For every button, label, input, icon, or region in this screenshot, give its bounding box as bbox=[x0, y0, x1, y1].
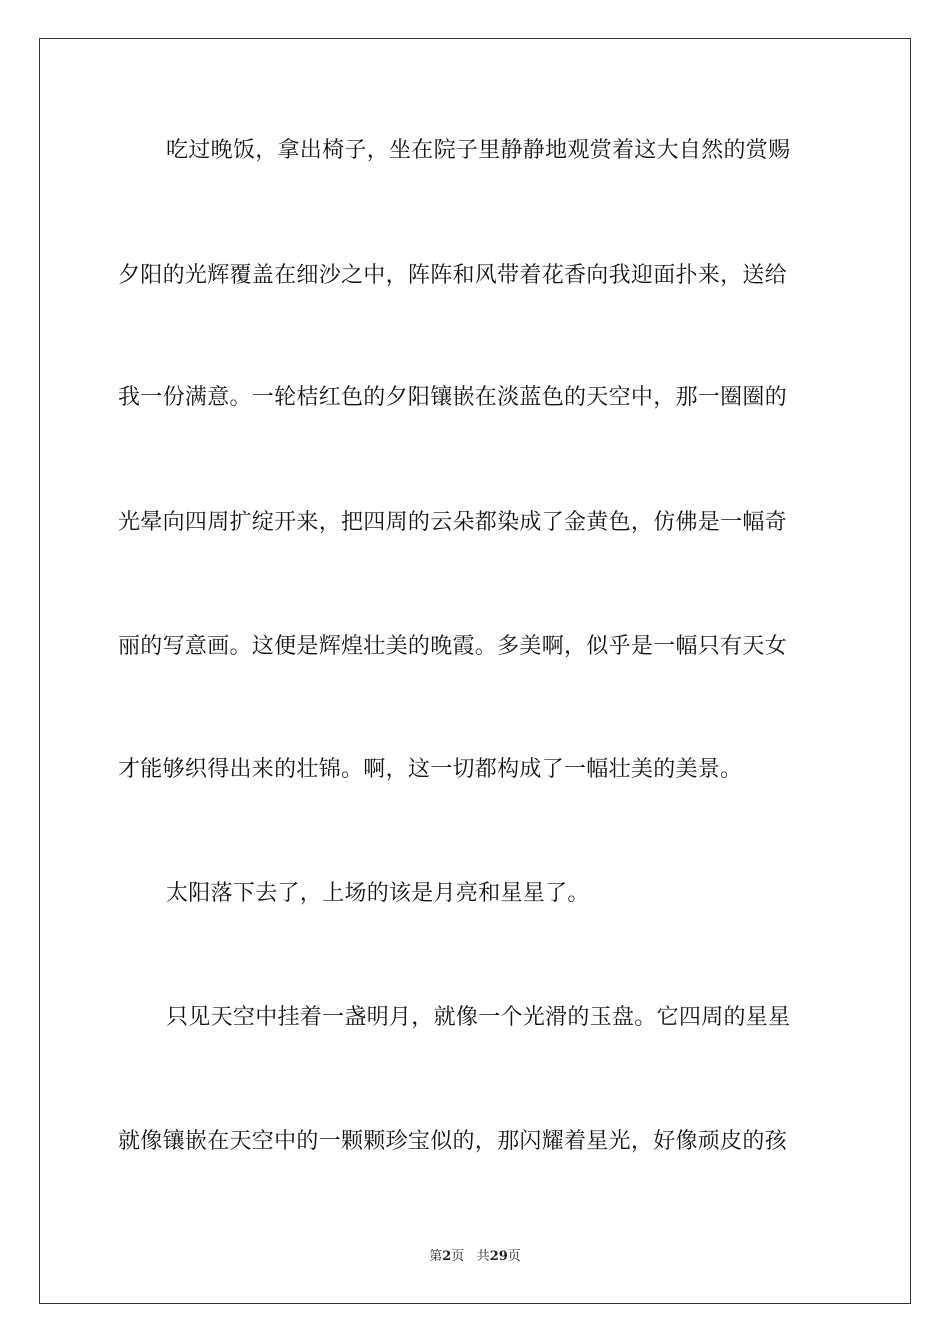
page-footer bbox=[0, 1248, 950, 1266]
paragraph-line-4: 光晕向四周扩绽开来，把四周的云朵都染成了金黄色，仿佛是一幅奇 bbox=[118, 510, 788, 535]
paragraph-line-6: 才能够织得出来的壮锦。啊，这一切都构成了一幅壮美的美景。 bbox=[118, 757, 743, 782]
paragraph-line-8: 只见天空中挂着一盏明月，就像一个光滑的玉盘。它四周的星星 bbox=[166, 1005, 791, 1030]
paragraph-line-3: 我一份满意。一轮桔红色的夕阳镶嵌在淡蓝色的天空中，那一圈圈的 bbox=[118, 385, 788, 410]
footer-total-prefix: 共 bbox=[476, 1249, 490, 1264]
footer-total-suffix: 页 bbox=[507, 1249, 521, 1264]
footer-page-suffix: 页 bbox=[451, 1249, 465, 1264]
footer-page-current: 2 bbox=[442, 1249, 452, 1264]
footer-page-prefix: 第 bbox=[429, 1249, 443, 1264]
paragraph-line-5: 丽的写意画。这便是辉煌壮美的晚霞。多美啊，似乎是一幅只有天女 bbox=[118, 634, 788, 659]
footer-page-total: 29 bbox=[489, 1249, 508, 1264]
paragraph-line-2: 夕阳的光辉覆盖在细沙之中，阵阵和风带着花香向我迎面扑来，送给 bbox=[118, 263, 788, 288]
paragraph-line-1: 吃过晚饭，拿出椅子，坐在院子里静静地观赏着这大自然的赏赐 bbox=[166, 138, 791, 163]
page-border bbox=[39, 38, 911, 1304]
paragraph-line-9: 就像镶嵌在天空中的一颗颗珍宝似的，那闪耀着星光，好像顽皮的孩 bbox=[118, 1129, 788, 1154]
paragraph-line-7: 太阳落下去了，上场的该是月亮和星星了。 bbox=[166, 881, 590, 906]
